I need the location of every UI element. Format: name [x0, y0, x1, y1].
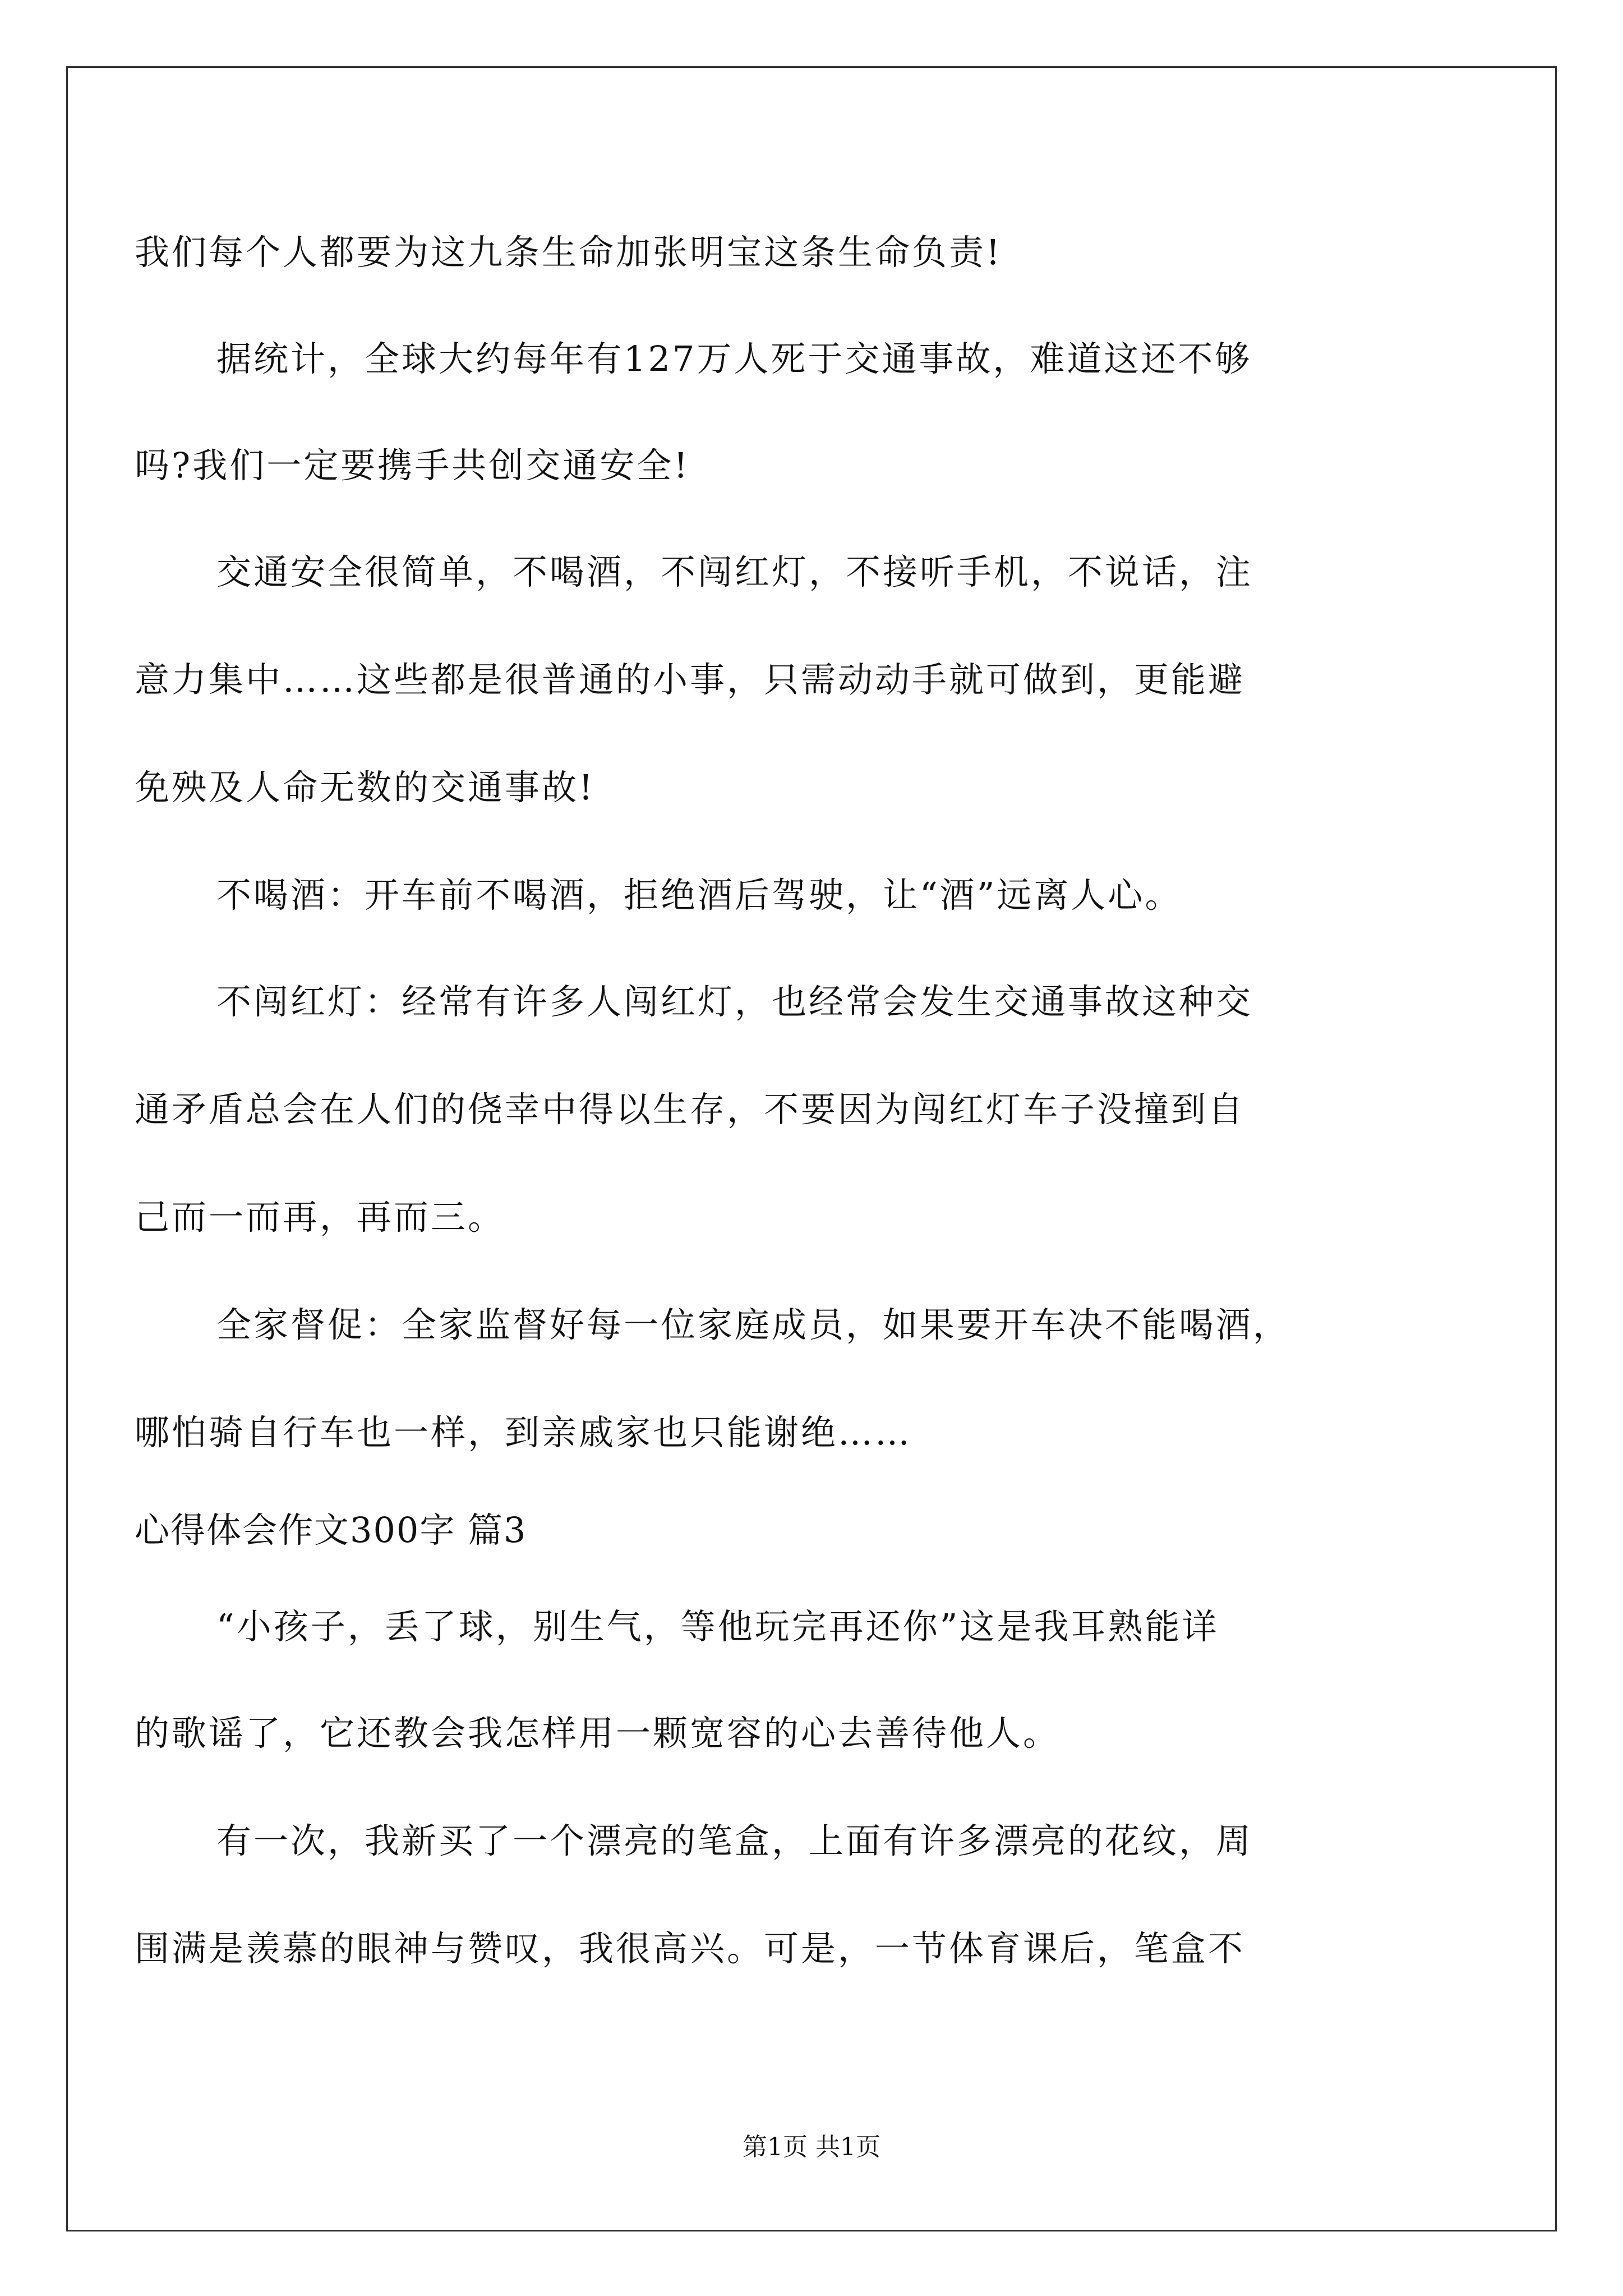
- paragraph-line: 有一次，我新买了一个漂亮的笔盒，上面有许多漂亮的花纹，周: [216, 1820, 1253, 1861]
- paragraph-line: 吗?我们一定要携手共创交通安全!: [135, 445, 690, 486]
- paragraph-line: 己而一而再，再而三。: [135, 1197, 505, 1237]
- paragraph-line: 交通安全很简单，不喝酒，不闯红灯，不接听手机，不说话，注: [216, 551, 1253, 592]
- paragraph-line: “小孩子，丢了球，别生气，等他玩完再还你”这是我耳熟能详: [216, 1606, 1219, 1647]
- paragraph-line: 据统计，全球大约每年有127万人死于交通事故，难道这还不够: [216, 338, 1252, 379]
- paragraph-line: 不喝酒：开车前不喝酒，拒绝酒后驾驶，让“酒”远离人心。: [216, 875, 1182, 915]
- paragraph-line: 免殃及人命无数的交通事故!: [135, 767, 595, 808]
- paragraph-line: 我们每个人都要为这九条生命加张明宝这条生命负责!: [135, 232, 1002, 273]
- page-border: [66, 66, 1557, 2231]
- paragraph-line: 意力集中……这些都是很普通的小事，只需动动手就可做到，更能避: [135, 659, 1246, 700]
- paragraph-line: 哪怕骑自行车也一样，到亲戚家也只能谢绝……: [135, 1412, 912, 1453]
- paragraph-line: 的歌谣了，它还教会我怎样用一颗宽容的心去善待他人。: [135, 1713, 1061, 1754]
- paragraph-line: 全家督促：全家监督好每一位家庭成员，如果要开车决不能喝酒，: [216, 1304, 1290, 1345]
- section-heading: 心得体会作文300字 篇3: [135, 1510, 527, 1550]
- page-number-footer: 第1页 共1页: [743, 2133, 880, 2161]
- paragraph-line: 围满是羡慕的眼神与赞叹，我很高兴。可是，一节体育课后，笔盒不: [135, 1928, 1246, 1969]
- paragraph-line: 不闯红灯：经常有许多人闯红灯，也经常会发生交通事故这种交: [216, 981, 1253, 1022]
- paragraph-line: 通矛盾总会在人们的侥幸中得以生存，不要因为闯红灯车子没撞到自: [135, 1089, 1246, 1130]
